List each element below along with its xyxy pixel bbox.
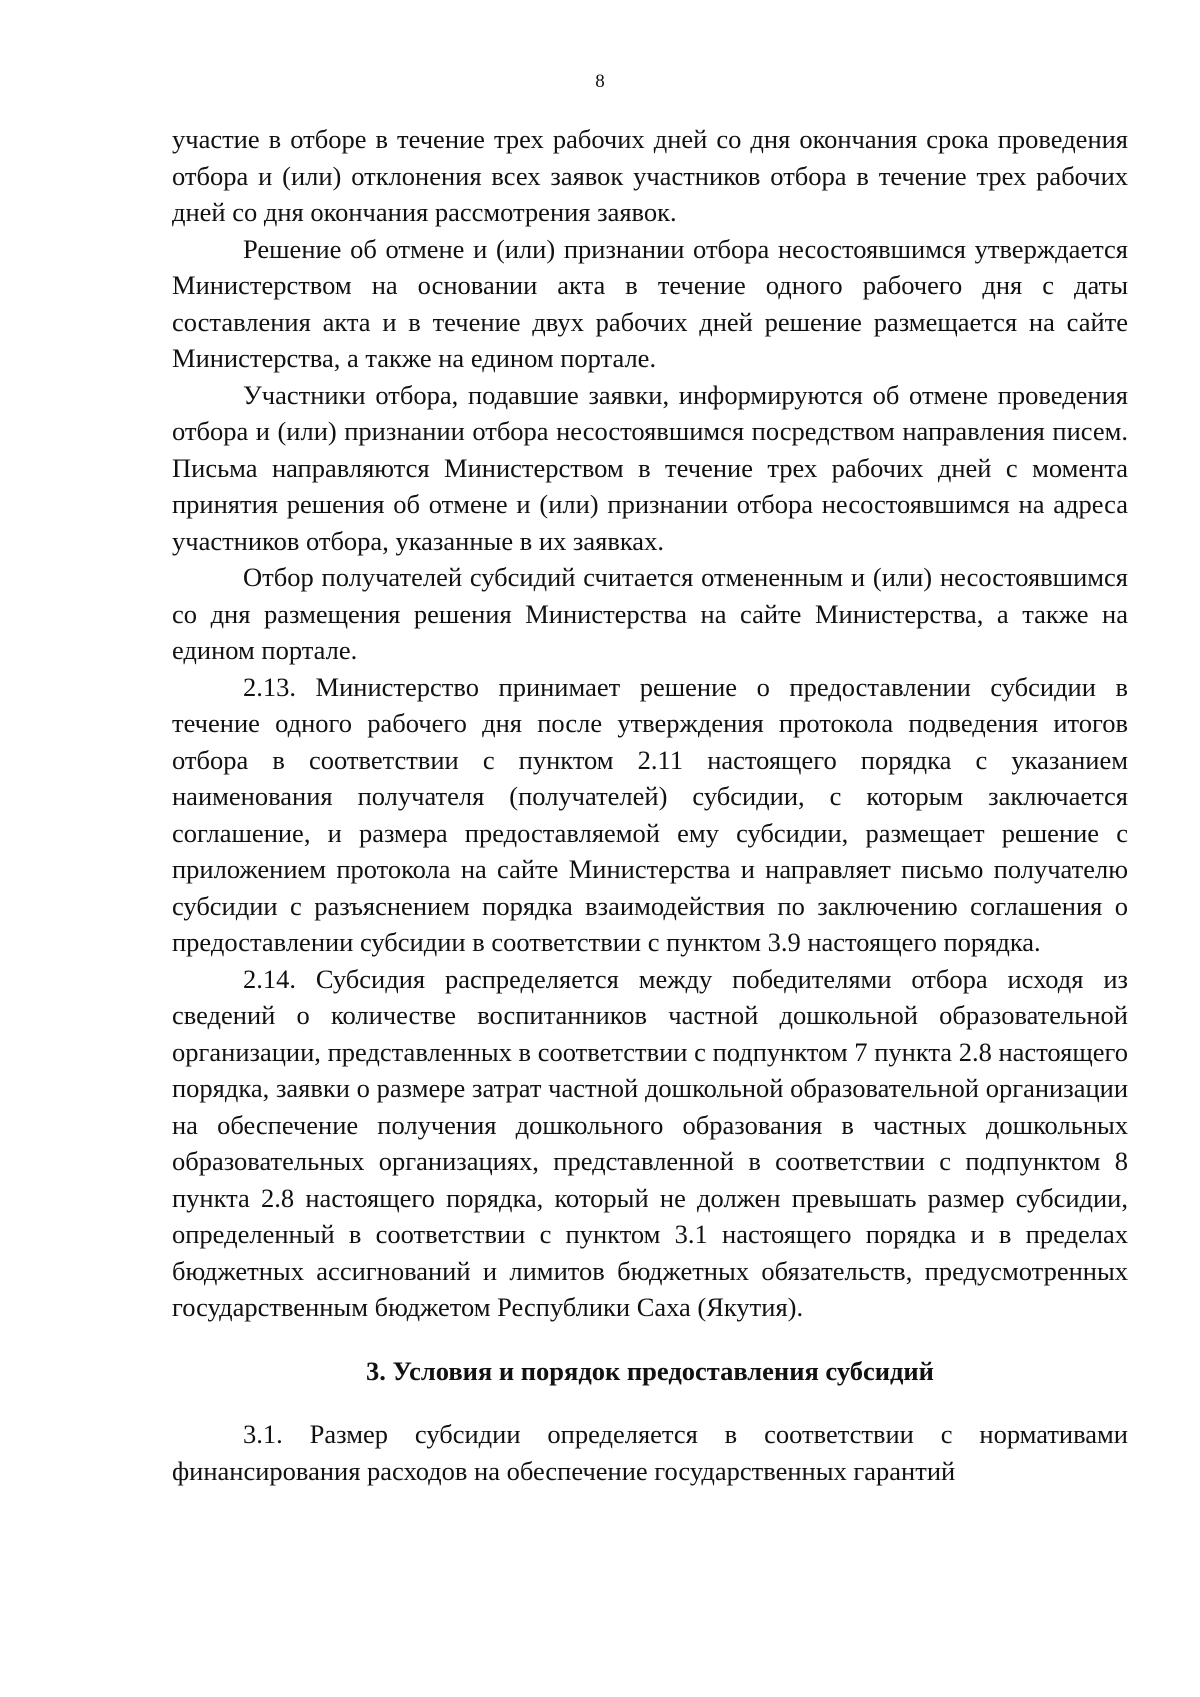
paragraph-selection-cancelled: Отбор получателей субсидий считается отмененным и (или) несостоявшимся со дня размещения решения Министерства на сайте Министерства, а также на едином портале. — [172, 562, 1128, 665]
paragraph-2-14: 2.14. Субсидия распределяется между победителями отбора исходя из сведений о количестве воспитанников частной дошкольной образовательной организации, представленных в соответствии с подпунктом 7 пункта 2.8 настоящего порядка, заявки о размере затрат частной дошкольной образовательной организации на обеспечение получения дошкольного образования в частных дошкольных образовательных организациях, представленной в соответствии с подпунктом 8 пункта 2.8 настоящего порядка, который не должен превышать размер субсидии, определенный в соответствии с пунктом 3.1 настоящего порядка и в пределах бюджетных ассигнований и лимитов бюджетных обязательств, предусмотренных государственным бюджетом Республики Саха (Якутия). — [172, 963, 1128, 1322]
page-number: 8 — [595, 71, 605, 92]
section-heading: 3. Условия и порядок предоставления субсидий — [366, 1355, 934, 1386]
paragraph-3-1: 3.1. Размер субсидии определяется в соответствии с нормативами финансирования расходов на обеспечение государственных гарантий — [172, 1419, 1128, 1486]
paragraph-participants-notification: Участники отбора, подавшие заявки, информируются об отмене проведения отбора и (или) признании отбора несостоявшимся посредством направления писем. Письма направляются Министерством в течение трех рабочих дней с момента принятия решения об отмене и (или) признании отбора несостоявшимся на адреса участников отбора, указанные в их заявках. — [172, 379, 1128, 556]
paragraph-continuation: участие в отборе в течение трех рабочих дней со дня окончания срока проведения отбора и (или) отклонения всех заявок участников отбора в течение трех рабочих дней со дня окончания рассмотрения заявок. — [172, 124, 1128, 227]
paragraph-2-13: 2.13. Министерство принимает решение о предоставлении субсидии в течение одного рабочего дня после утверждения протокола подведения итогов отбора в соответствии с пунктом 2.11 настоящего порядка с указанием наименования получателя (получателей) субсидии, с которым заключается соглашение, и размера предоставляемой ему субсидии, размещает решение с приложением протокола на сайте Министерства и направляет письмо получателю субсидии с разъяснением порядка взаимодействия по заключению соглашения о предоставлении субсидии в соответствии с пунктом 3.9 настоящего порядка. — [172, 671, 1128, 957]
document-body — [172, 121, 1128, 1489]
paragraph-cancellation-decision: Решение об отмене и (или) признании отбора несостоявшимся утверждается Министерством на основании акта в течение одного рабочего дня с даты составления акта и в течение двух рабочих дней решение размещается на сайте Министерства, а также на едином портале. — [172, 233, 1128, 373]
